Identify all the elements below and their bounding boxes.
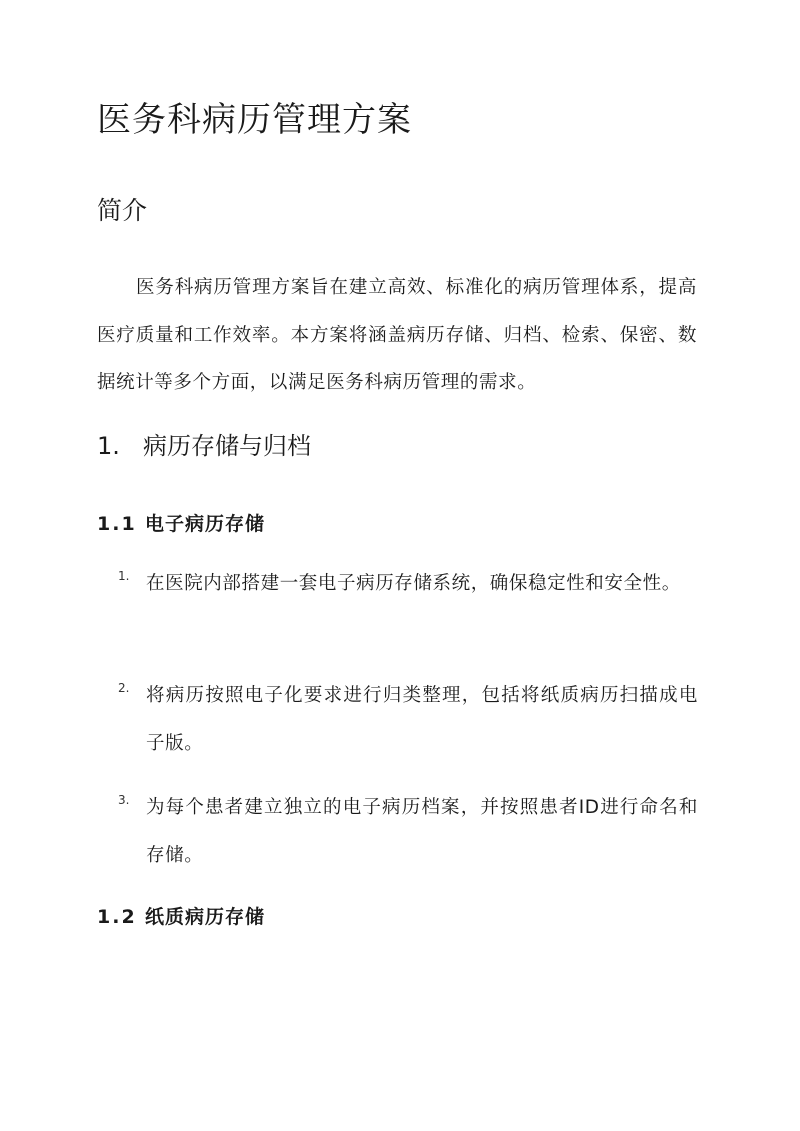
list-marker: 3. bbox=[118, 793, 130, 807]
section-1-heading bbox=[97, 428, 311, 464]
list-item bbox=[118, 672, 698, 767]
section-1-2-heading bbox=[97, 903, 265, 931]
section-1-number: 1. bbox=[97, 432, 120, 460]
list-item bbox=[118, 560, 698, 608]
section-1-2-title: 纸质病历存储 bbox=[145, 906, 266, 928]
intro-paragraph: 医务科病历管理方案旨在建立高效、标准化的病历管理体系，提高医疗质量和工作效率。本方案将涵盖病历存储、归档、检索、保密、数据统计等多个方面，以满足医务科病历管理的需求。 bbox=[97, 277, 697, 393]
list-item bbox=[118, 784, 698, 879]
list-item-text: 为每个患者建立独立的电子病历档案，并按照患者ID进行命名和存储。 bbox=[146, 797, 698, 866]
list-marker: 2. bbox=[118, 681, 130, 695]
section-1-title: 病历存储与归档 bbox=[143, 432, 311, 460]
section-1-1-title: 电子病历存储 bbox=[145, 513, 266, 535]
section-1-1-number: 1.1 bbox=[97, 513, 137, 535]
list-marker: 1. bbox=[118, 569, 130, 583]
section-1-1-heading bbox=[97, 510, 265, 538]
document-title: 医务科病历管理方案 bbox=[97, 100, 412, 140]
list-item-text: 在医院内部搭建一套电子病历存储系统，确保稳定性和安全性。 bbox=[146, 573, 681, 594]
list-item-text: 将病历按照电子化要求进行归类整理，包括将纸质病历扫描成电子版。 bbox=[146, 685, 698, 754]
intro-heading: 简介 bbox=[97, 196, 148, 225]
section-1-2-number: 1.2 bbox=[97, 906, 137, 928]
